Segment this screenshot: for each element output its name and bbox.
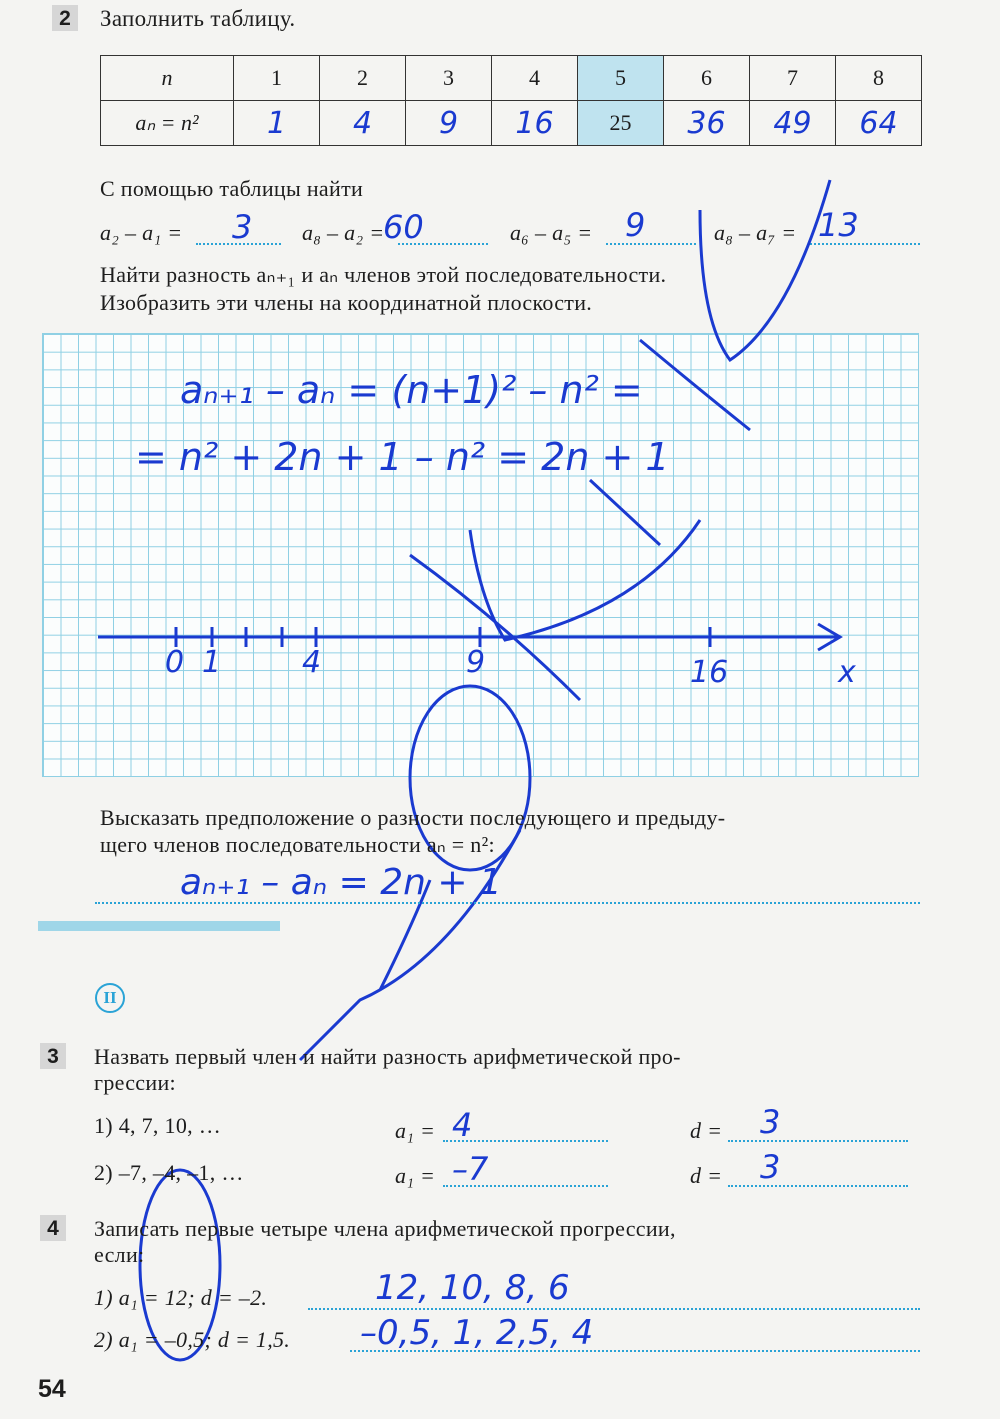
- difference-answer[interactable]: 13: [818, 206, 859, 244]
- axis-label: 9: [466, 645, 486, 680]
- d-label: d =: [690, 1163, 723, 1188]
- task-text: грессии:: [94, 1070, 176, 1095]
- difference-expr: a₈ – a₂ =: [302, 220, 385, 245]
- task-number-badge: 4: [40, 1215, 66, 1241]
- table-cell: 3: [406, 56, 492, 101]
- task-text: если:: [94, 1242, 145, 1267]
- d-answer[interactable]: 3: [760, 1103, 781, 1141]
- task-number-badge: 2: [52, 5, 78, 31]
- table-cell-answer[interactable]: 64: [836, 101, 922, 146]
- answer-line: [728, 1140, 908, 1142]
- task-text: Записать первые четыре члена арифметической прогрессии,: [94, 1216, 676, 1241]
- table-cell: 25: [578, 101, 664, 146]
- instruction-line: Изобразить эти члены на координатной плоскости.: [100, 290, 593, 315]
- table-cell: 7: [750, 56, 836, 101]
- handwritten-formula: = n² + 2n + 1 – n² = 2n + 1: [135, 435, 670, 479]
- hypothesis-answer[interactable]: aₙ₊₁ – aₙ = 2n + 1: [180, 862, 502, 903]
- table-cell: 5: [578, 56, 664, 101]
- table-header-an: aₙ = n²: [101, 101, 234, 146]
- difference-answer[interactable]: 60: [383, 208, 424, 246]
- axis-label: x: [838, 655, 856, 690]
- task-number-badge: 3: [40, 1043, 66, 1069]
- table-cell-answer[interactable]: 36: [664, 101, 750, 146]
- a1-label: a₁ =: [395, 1118, 436, 1143]
- table-header-n: n: [101, 56, 234, 101]
- find-instruction: С помощью таблицы найти: [100, 176, 364, 201]
- page-number: 54: [38, 1375, 66, 1403]
- axis-label: 16: [690, 655, 729, 690]
- section-badge: II: [95, 983, 125, 1013]
- progression-answer[interactable]: 12, 10, 8, 6: [375, 1268, 570, 1308]
- table-cell: 1: [234, 56, 320, 101]
- difference-expr: a₆ – a₅ =: [510, 220, 593, 245]
- progression-answer[interactable]: –0,5, 1, 2,5, 4: [360, 1313, 594, 1353]
- table-cell-answer[interactable]: 16: [492, 101, 578, 146]
- table-cell-answer[interactable]: 1: [234, 101, 320, 146]
- answer-line: [728, 1185, 908, 1187]
- task-text: Назвать первый член и найти разность арифметической про-: [94, 1044, 681, 1069]
- a1-label: a₁ =: [395, 1163, 436, 1188]
- a1-answer[interactable]: 4: [452, 1106, 473, 1144]
- d-answer[interactable]: 3: [760, 1148, 781, 1186]
- answer-line: [308, 1308, 920, 1310]
- progression-item: 1) a₁ = 12; d = –2.: [94, 1285, 268, 1310]
- task-title: Заполнить таблицу.: [100, 6, 296, 31]
- a1-answer[interactable]: –7: [452, 1150, 489, 1188]
- table-cell-answer[interactable]: 4: [320, 101, 406, 146]
- d-label: d =: [690, 1118, 723, 1143]
- table-cell: 8: [836, 56, 922, 101]
- axis-label: 4: [302, 645, 322, 680]
- difference-answer[interactable]: 3: [232, 208, 253, 246]
- sequence-item: 2) –7, –4, –1, …: [94, 1160, 244, 1185]
- axis-label: 1: [202, 645, 222, 680]
- hypothesis-text: щего членов последовательности aₙ = n²:: [100, 832, 495, 857]
- table-cell: 2: [320, 56, 406, 101]
- table-cell: 6: [664, 56, 750, 101]
- handwritten-formula: aₙ₊₁ – aₙ = (n+1)² – n² =: [180, 368, 643, 412]
- table-cell-answer[interactable]: 9: [406, 101, 492, 146]
- difference-answer[interactable]: 9: [625, 206, 646, 244]
- instruction-line: Найти разность aₙ₊₁ и aₙ членов этой последовательности.: [100, 262, 667, 287]
- hypothesis-text: Высказать предположение о разности последующего и предыду-: [100, 805, 726, 830]
- table-cell: 4: [492, 56, 578, 101]
- table-cell-answer[interactable]: 49: [750, 101, 836, 146]
- section-divider: [38, 921, 280, 931]
- progression-item: 2) a₁ = –0,5; d = 1,5.: [94, 1327, 291, 1352]
- difference-expr: a₂ – a₁ =: [100, 220, 183, 245]
- sequence-item: 1) 4, 7, 10, …: [94, 1113, 222, 1138]
- difference-expr: a₈ – a₇ =: [714, 220, 797, 245]
- axis-label: 0: [165, 645, 185, 680]
